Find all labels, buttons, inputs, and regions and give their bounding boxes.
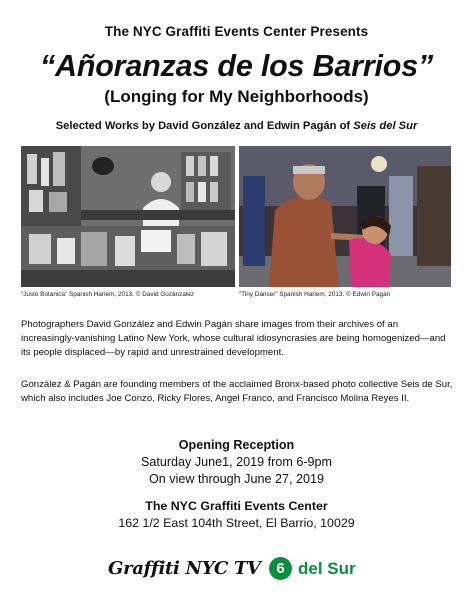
- opening-reception-block: [0, 437, 473, 488]
- del-sur-text: del Sur: [298, 558, 356, 578]
- venue-block: [0, 498, 473, 532]
- collective-name: Seis del Sur: [353, 120, 418, 132]
- selected-works-line: [0, 120, 473, 132]
- seis-del-sur-logo: [269, 557, 356, 580]
- venue-name: The NYC Graffiti Events Center: [145, 499, 328, 513]
- photo-caption-right: “Tiny Dancer” Spanish Harlem, 2013. © Edwin Pagán: [239, 291, 391, 298]
- reception-heading: Opening Reception: [178, 438, 295, 452]
- photo-caption-left: “Justo Botanica” Spanish Harlem, 2013. © David Gozánzalez: [21, 291, 195, 298]
- reception-date: Saturday June1, 2019 from 6-9pm: [140, 455, 333, 469]
- photo-tiny-dancer: [239, 146, 451, 287]
- graffiti-logo-tv: TV: [233, 558, 261, 579]
- selected-works-prefix: Selected Works by David González and Edwin Pagán of: [55, 120, 354, 132]
- exhibition-subtitle: (Longing for My Neighborhoods): [104, 87, 369, 106]
- collective-paragraph: González & Pagán are founding members of the acclaimed Bronx-based photo collective Seis de Sur, which also includes Joe Conzo, Ricky Flores, Angel Franco, and Francisco Molina Reyes II.: [21, 379, 453, 404]
- photo-justo-botanica: [21, 146, 235, 287]
- presenter-line: The NYC Graffiti Events Center Presents: [104, 24, 369, 39]
- graffiti-nyc-tv-logo: [108, 558, 261, 579]
- venue-address: 162 1/2 East 104th Street, El Barrio, 10029: [118, 516, 355, 530]
- graffiti-logo-text: Graffiti NYC: [108, 558, 234, 579]
- reception-view-through: On view through June 27, 2019: [148, 472, 325, 486]
- exhibition-title: “Añoranzas de los Barrios”: [39, 49, 434, 83]
- description-paragraph: Photographers David González and Edwin Pagán share images from their archives of an increasingly-vanishing Latino New York, whose cultural idiosyncrasies are being homogenized—and its people displaced—by rapid and unrestrained development.: [21, 319, 446, 358]
- number-six-badge: 6: [269, 557, 292, 580]
